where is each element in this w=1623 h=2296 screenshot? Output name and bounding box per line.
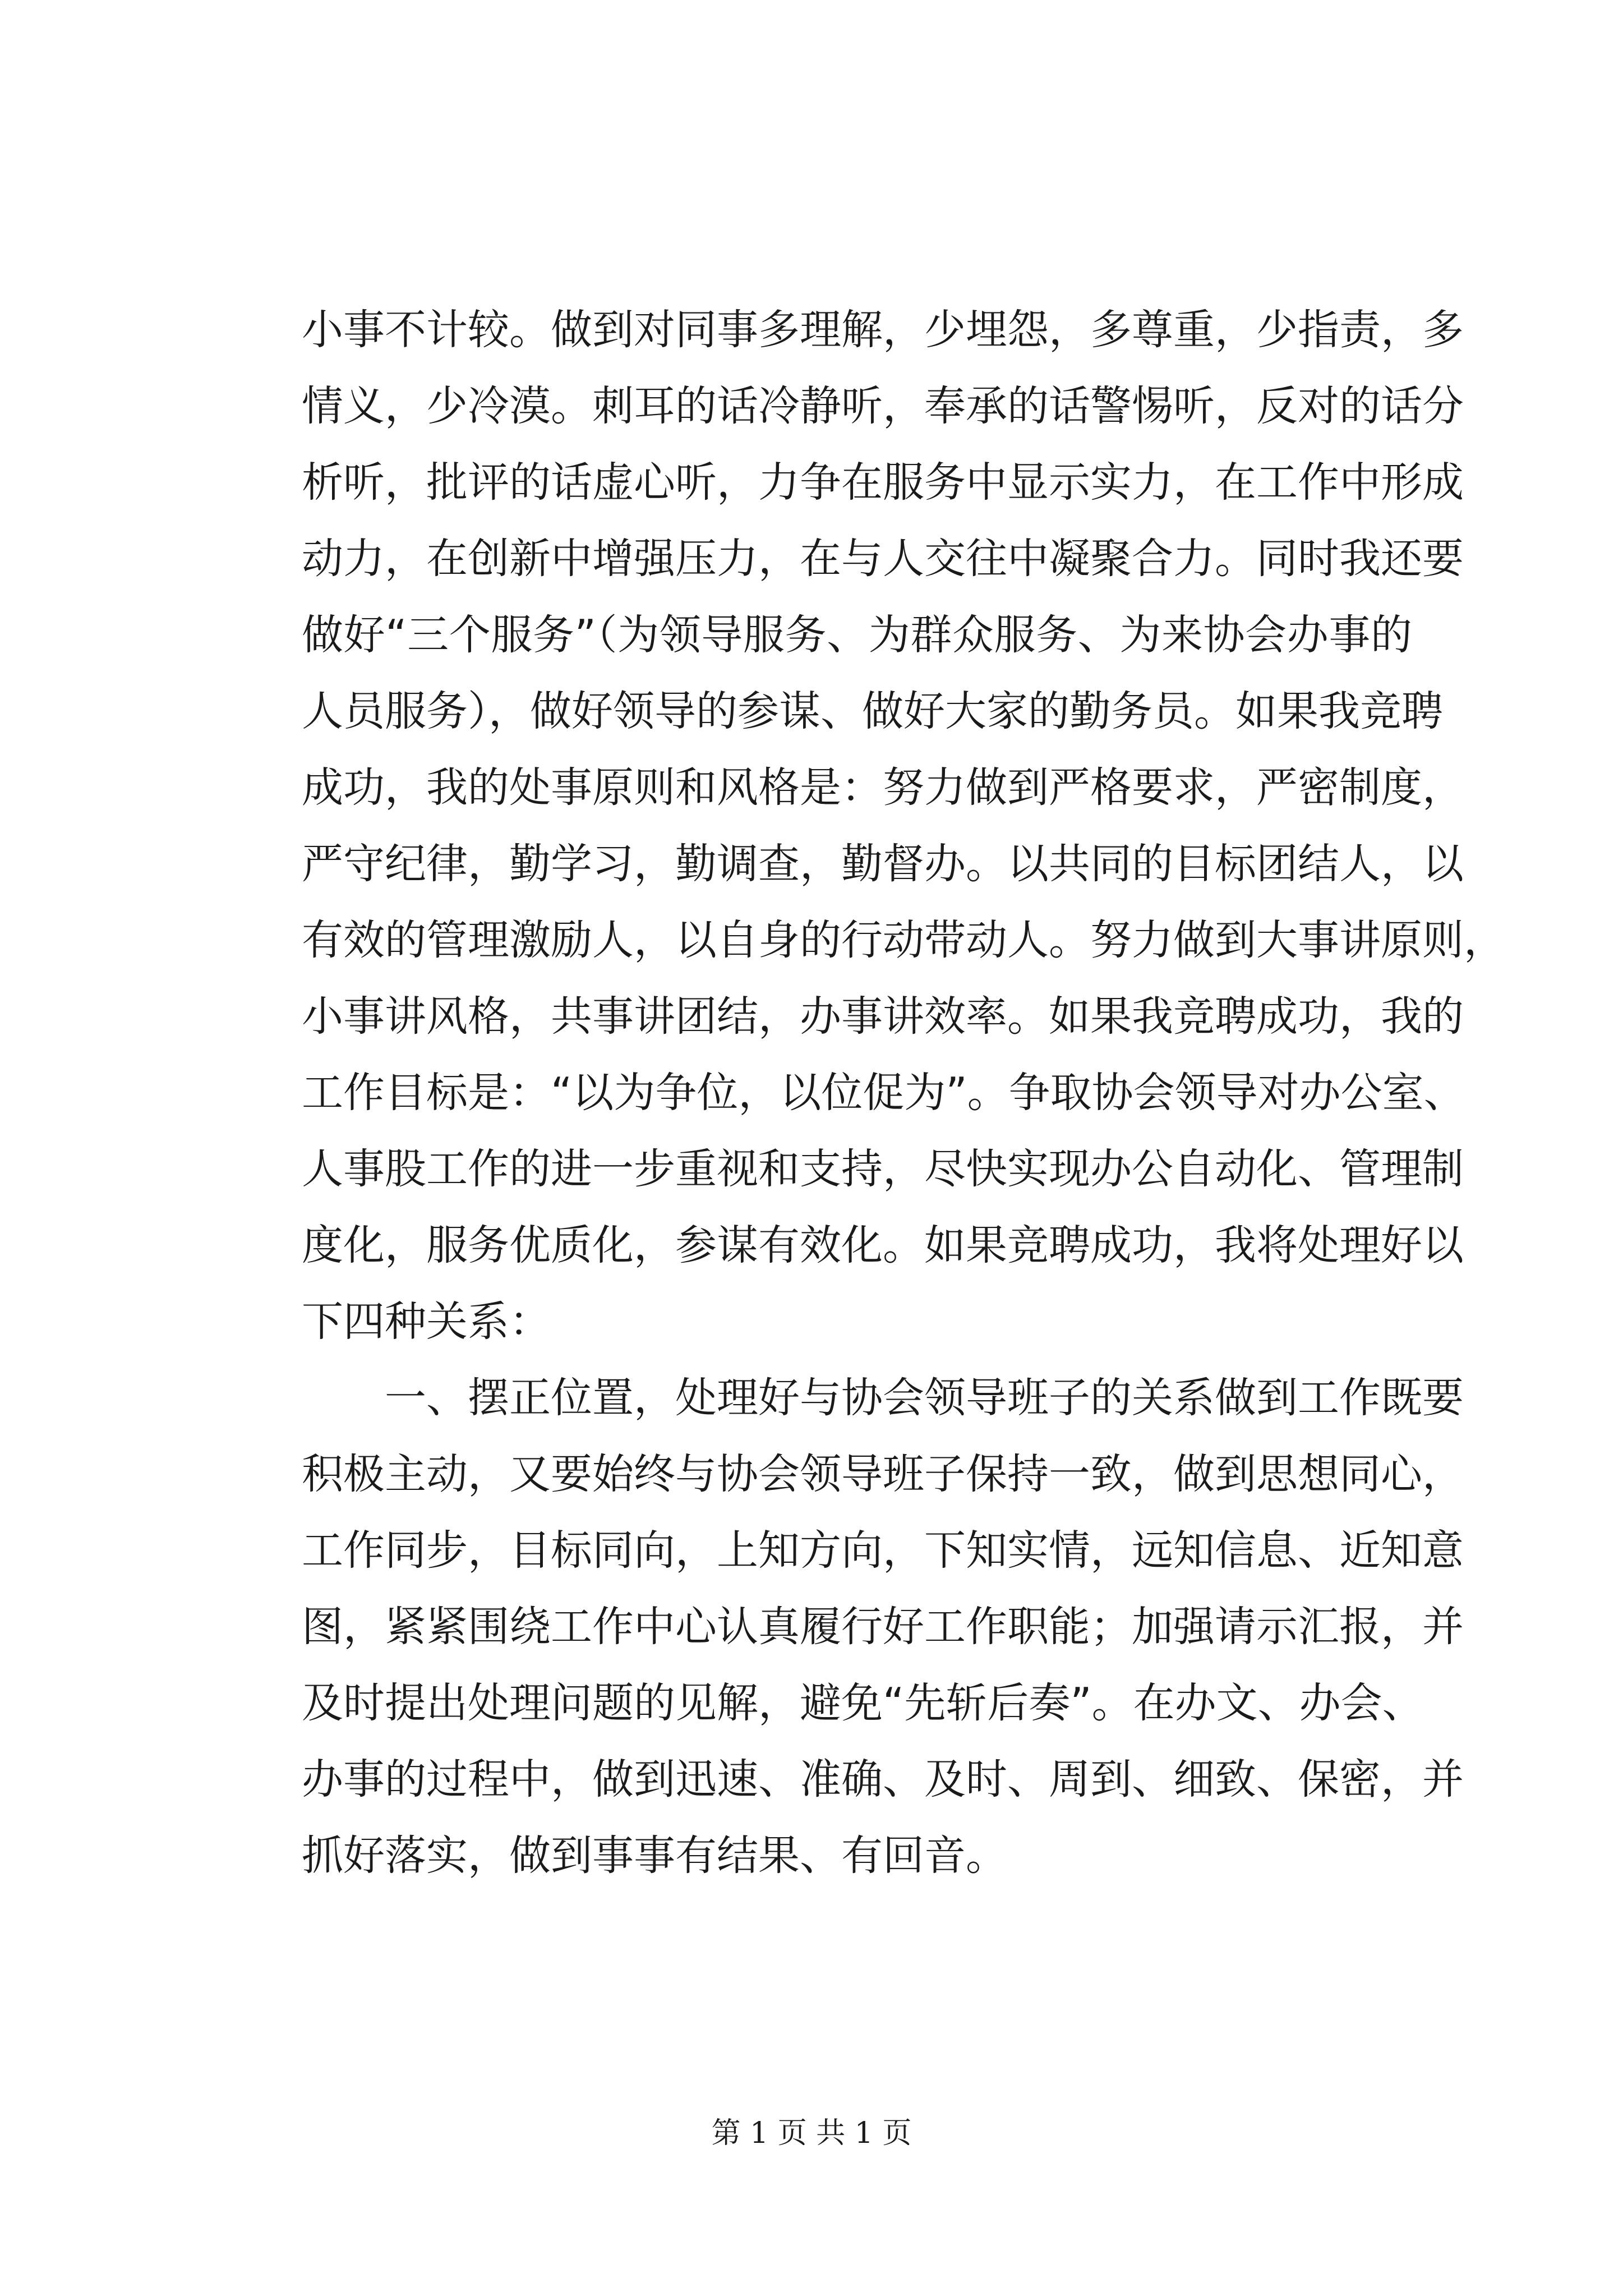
- text-line: 抓好落实，做到事事有结果、有回音。: [302, 1832, 1007, 1880]
- text-line: 小事讲风格，共事讲团结，办事讲效率。如果我竞聘成功，我的: [302, 992, 1464, 1041]
- text-line: 严守纪律，勤学习，勤调查，勤督办。以共同的目标团结人，以: [302, 840, 1464, 888]
- text-line: 成功，我的处事原则和风格是：努力做到严格要求，严密制度，: [302, 763, 1464, 812]
- text-line: 下四种关系：: [302, 1297, 551, 1346]
- text-line: 做好“三个服务”（为领导服务、为群众服务、为来协会办事的: [302, 611, 1412, 659]
- text-line: 情义，少冷漠。刺耳的话冷静听，奉承的话警惕听，反对的话分: [302, 382, 1464, 430]
- text-line: 办事的过程中，做到迅速、准确、及时、周到、细致、保密，并: [302, 1755, 1464, 1803]
- text-line: 积极主动，又要始终与协会领导班子保持一致，做到思想同心，: [302, 1450, 1464, 1498]
- text-line: 工作同步，目标同向，上知方向，下知实情，远知信息、近知意: [302, 1526, 1464, 1575]
- text-line: 小事不计较。做到对同事多理解，少埋怨，多尊重，少指责，多: [302, 306, 1464, 354]
- page-number-label: 第 1 页 共 1 页: [711, 2116, 912, 2150]
- text-line: 动力，在创新中增强压力，在与人交往中凝聚合力。同时我还要: [302, 535, 1464, 583]
- text-line: 工作目标是：“以为争位，以位促为”。争取协会领导对办公室、: [302, 1069, 1465, 1117]
- paragraph: [302, 1360, 1464, 1894]
- page-footer: [0, 2109, 1623, 2151]
- text-line: 人事股工作的进一步重视和支持，尽快实现办公自动化、管理制: [302, 1145, 1464, 1193]
- text-line: 人员服务），做好领导的参谋、做好大家的勤务员。如果我竞聘: [302, 687, 1443, 735]
- text-line: 有效的管理激励人，以自身的行动带动人。努力做到大事讲原则，: [302, 916, 1505, 964]
- text-line: 图，紧紧围绕工作中心认真履行好工作职能；加强请示汇报，并: [302, 1603, 1464, 1651]
- text-line: 一、摆正位置，处理好与协会领导班子的关系做到工作既要: [385, 1374, 1464, 1422]
- text-line: 及时提出处理问题的见解，避免“先斩后奏”。在办文、办会、: [302, 1679, 1424, 1727]
- text-line: 析听，批评的话虚心听，力争在服务中显示实力，在工作中形成: [302, 458, 1464, 507]
- text-line: 度化，服务优质化，参谋有效化。如果竞聘成功，我将处理好以: [302, 1221, 1464, 1269]
- document-body: [302, 292, 1505, 1894]
- paragraph: [302, 292, 1505, 1360]
